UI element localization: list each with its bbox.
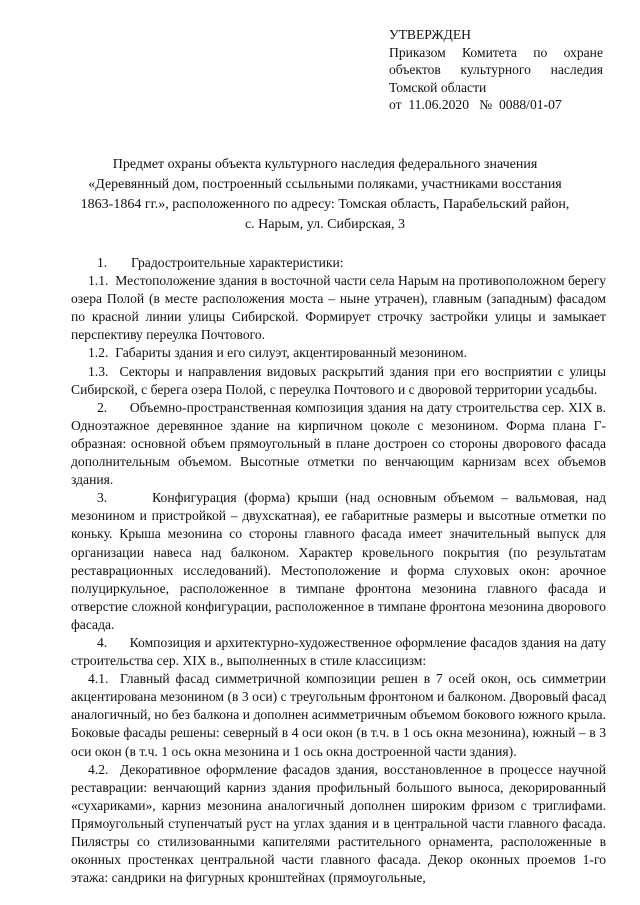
document-body [71,254,606,887]
item-2 [71,399,606,489]
title-line-4: с. Нарым, ул. Сибирская, 3 [244,217,406,232]
item-1 [71,254,606,272]
item-number: 2. [97,399,108,415]
item-3 [71,489,606,634]
item-text: Местоположение здания в восточной части села Нарым на противоположном берегу озера Полой (в месте расположения моста – ныне утрачен), главным (западным) фасадом по красной линии улицы Сибирской. Формирует строчку застройки улицы и замыкает перспективу переулка Почтового. [71,273,607,343]
approval-line-3: Томской области [389,79,487,95]
approval-heading: УТВЕРЖДЕН [389,27,471,42]
title-line-3: 1863-1864 гг.», расположенного по адресу: Томская область, Парабельский район, [80,197,570,212]
approval-line-2: объектов культурного наследия [389,62,603,78]
item-number: 4.1. [88,671,109,687]
item-number: 1.3. [88,363,109,379]
item-1-3 [71,363,606,399]
title-line-1: Предмет охраны объекта культурного наследия федерального значения [112,157,538,172]
item-text: Объемно-пространственная композиция здания на дату строительства сер. XIX в. Одноэтажное деревянное здание на кирпичном цоколе с мезонином. Форма плана Г- образная: основной объем прямоугольный в плане достроен со стороны дворового фасада дополнительным объемом. Высотные отметки по венчающим карнизам всех объемов здания. [71,399,606,488]
item-4-2 [71,761,606,888]
item-number: 4. [97,634,108,650]
title-line-2: «Деревянный дом, построенный ссыльными поляками, участниками восстания [88,177,562,192]
item-text: Декоративное оформление фасадов здания, восстановленное в процессе научной реставрации: венчающий карниз здания профильный большого выноса, декорированный «сухариками», карниз мезонина аналогичный дополнен широким фризом с триглифами. Прямоугольный ступенчатый руст на углах здания и в центральной части главного фасада. Пилястры со стилизованными капителями растительного орнамента, расположенные в оконных простенках центральной части главного фасада. Декор оконных проемов 1-го этажа: сандрики на фигурных кронштейнах (прямоугольные, [71,761,607,886]
item-number: 1.1. [88,273,109,289]
item-1-1 [71,272,606,344]
approval-line-1: Приказом Комитета по охране [389,44,603,60]
item-number: 1.2. [88,345,109,361]
document-title [40,155,610,235]
item-text: Габариты здания и его силуэт, акцентированный мезонином. [115,345,467,361]
item-number: 1. [97,255,108,270]
item-text: Главный фасад симметричной композиции решен в 7 осей окон, ось симметрии акцентирована мезонином (в 3 оси) с треугольным фронтоном и балконом. Дворовый фасад аналогичный, но без балкона и дополнен асимметричным объемом бокового южного крыла. Боковые фасады решены: северный в 4 оси окон (в т.ч. в 1 ось окна мезонина), южный – в 3 оси окон (в т.ч. 1 ось окна мезонина и 1 ось окна достроенной части здания). [71,671,607,759]
approval-date-number: от 11.06.2020 № 0088/01-07 [389,97,562,113]
item-text: Секторы и направления видовых раскрытий здания при его восприятии с улицы Сибирской, с берега озера Полой, с переулка Почтового и с дворовой территории усадьбы. [71,363,606,397]
item-text: Конфигурация (форма) крыши (над основным объемом – вальмовая, над мезонином и пристройкой – двухскатная), ее габаритные размеры и высотные отметки по коньку. Крыша мезонина со стороны главного фасада имеет значительный выпуск для организации навеса над балконом. Характер кровельного покрытия (по результатам реставрационных исследований). Местоположение и форма слуховых окон: арочное полуциркульное, расположенное в тимпане фронтона мезонина главного фасада и отверстие сложной конфигурации, расположенное в тимпане фронтона мезонина дворового фасада. [71,490,606,632]
item-text: Композиция и архитектурно-художественное оформление фасадов здания на дату строительства сер. XIX в., выполненных в стиле классицизм: [71,634,607,669]
item-4 [71,634,606,670]
approval-stamp [389,26,603,114]
item-number: 3. [97,490,108,506]
item-4-1 [71,670,606,760]
item-number: 4.2. [88,761,109,777]
item-text: Градостроительные характеристики: [131,255,344,270]
item-1-2 [71,344,606,362]
